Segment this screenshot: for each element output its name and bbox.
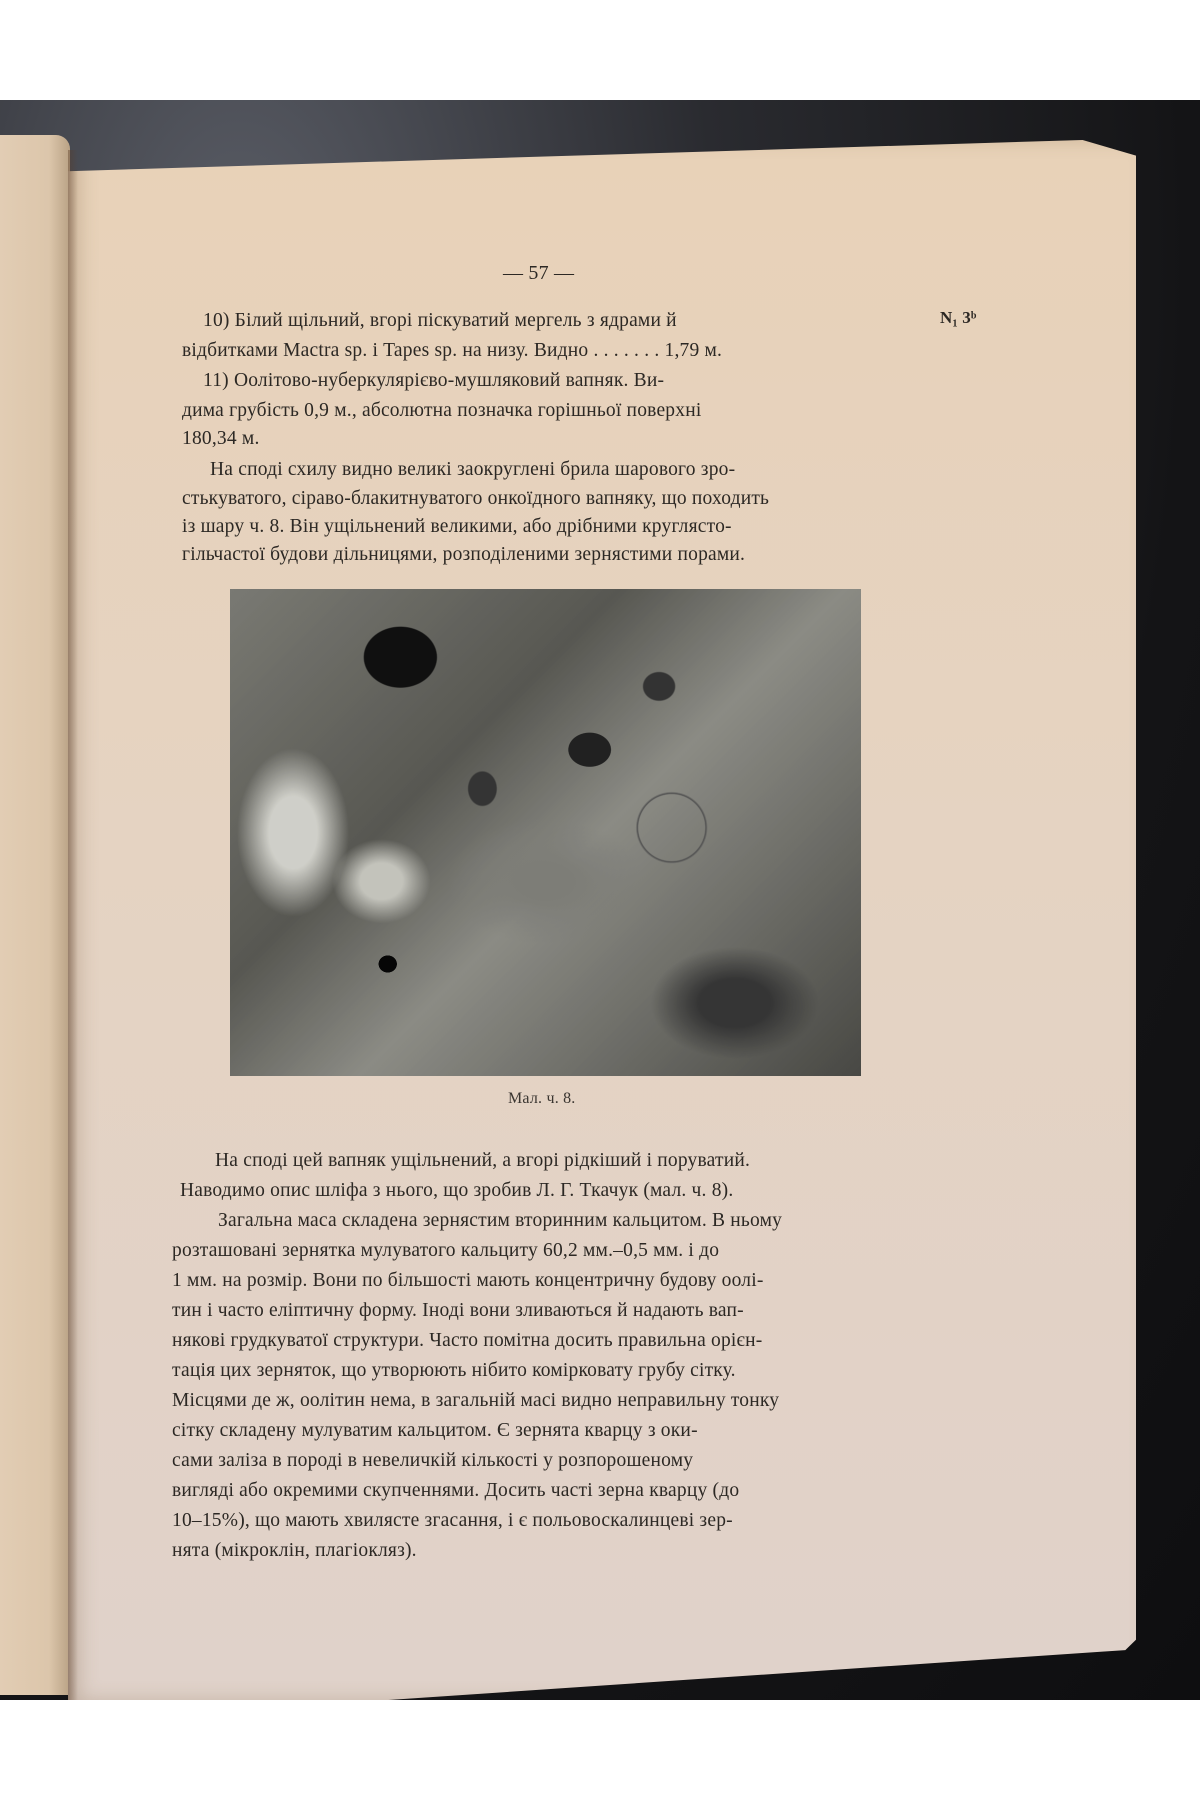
slope-line-3: із шару ч. 8. Він ущільнений великими, або дрібними круглясто-: [182, 516, 732, 537]
slope-line-4: гільчастої будови дільницями, розподіленими зернястими порами.: [182, 544, 746, 565]
description-line-7: Місцями де ж, оолітин нема, в загальній масі видно неправильну тонку: [172, 1390, 780, 1411]
thin-section-micrograph: [230, 589, 861, 1076]
slope-line-2: стькуватого, сіраво-блакитнуватого онкоїдного вапняку, що походить: [182, 488, 770, 509]
after-figure-line-2: Наводимо опис шліфа з нього, що зробив Л. Г. Ткачук (мал. ч. 8).: [180, 1180, 734, 1201]
description-line-2: розташовані зернятка мулуватого кальциту 60,2 мм.–0,5 мм. і до: [172, 1240, 720, 1261]
margin-note: N₁ 3ᵇ: [940, 308, 977, 327]
spine-shadow: [68, 150, 78, 1700]
item-10-line-2: відбитками Mactra sp. і Tapes sp. на низу. Видно . . . . . . . 1,79 м.: [182, 340, 723, 361]
item-11-line-3: 180,34 м.: [182, 428, 260, 449]
description-line-5: някові грудкуватої структури. Часто помітна досить правильна орієн-: [172, 1330, 763, 1351]
description-line-4: тин і часто еліптичну форму. Іноді вони зливаються й надають вап-: [172, 1300, 744, 1321]
after-figure-line-1: На споді цей вапняк ущільнений, а вгорі рідкіший і поруватий.: [215, 1150, 751, 1171]
description-line-6: тація цих зерняток, що утворюють нібито комірковату грубу сітку.: [172, 1360, 736, 1381]
item-11-line-2: дима грубість 0,9 м., абсолютна позначка горішньої поверхні: [182, 400, 702, 421]
description-line-8: сітку складену мулуватим кальцитом. Є зернята кварцу з оки-: [172, 1420, 698, 1441]
description-line-9: сами заліза в породі в невеличкій кількості у розпорошеному: [172, 1450, 694, 1471]
previous-page-edge: [0, 135, 70, 1695]
item-11-line-1: 11) Оолітово-нуберкулярієво-мушляковий вапняк. Ви-: [203, 370, 665, 391]
description-line-1: Загальна маса складена зернястим вторинним кальцитом. В ньому: [218, 1210, 783, 1231]
page-number: — 57 —: [503, 262, 575, 284]
description-line-3: 1 мм. на розмір. Вони по більшості мають концентричну будову оолі-: [172, 1270, 764, 1291]
description-line-12: нята (мікроклін, плагіокляз).: [172, 1540, 417, 1561]
description-line-11: 10–15%), що мають хвилясте згасання, і є польовоскалинцеві зер-: [172, 1510, 733, 1531]
figure-caption: Мал. ч. 8.: [508, 1090, 576, 1107]
slope-line-1: На споді схилу видно великі заокруглені брила шарового зро-: [210, 459, 736, 480]
description-line-10: вигляді або окремими скупченнями. Досить часті зерна кварцу (до: [172, 1480, 740, 1501]
item-10-line-1: 10) Білий щільний, вгорі піскуватий мергель з ядрами й: [203, 310, 677, 331]
